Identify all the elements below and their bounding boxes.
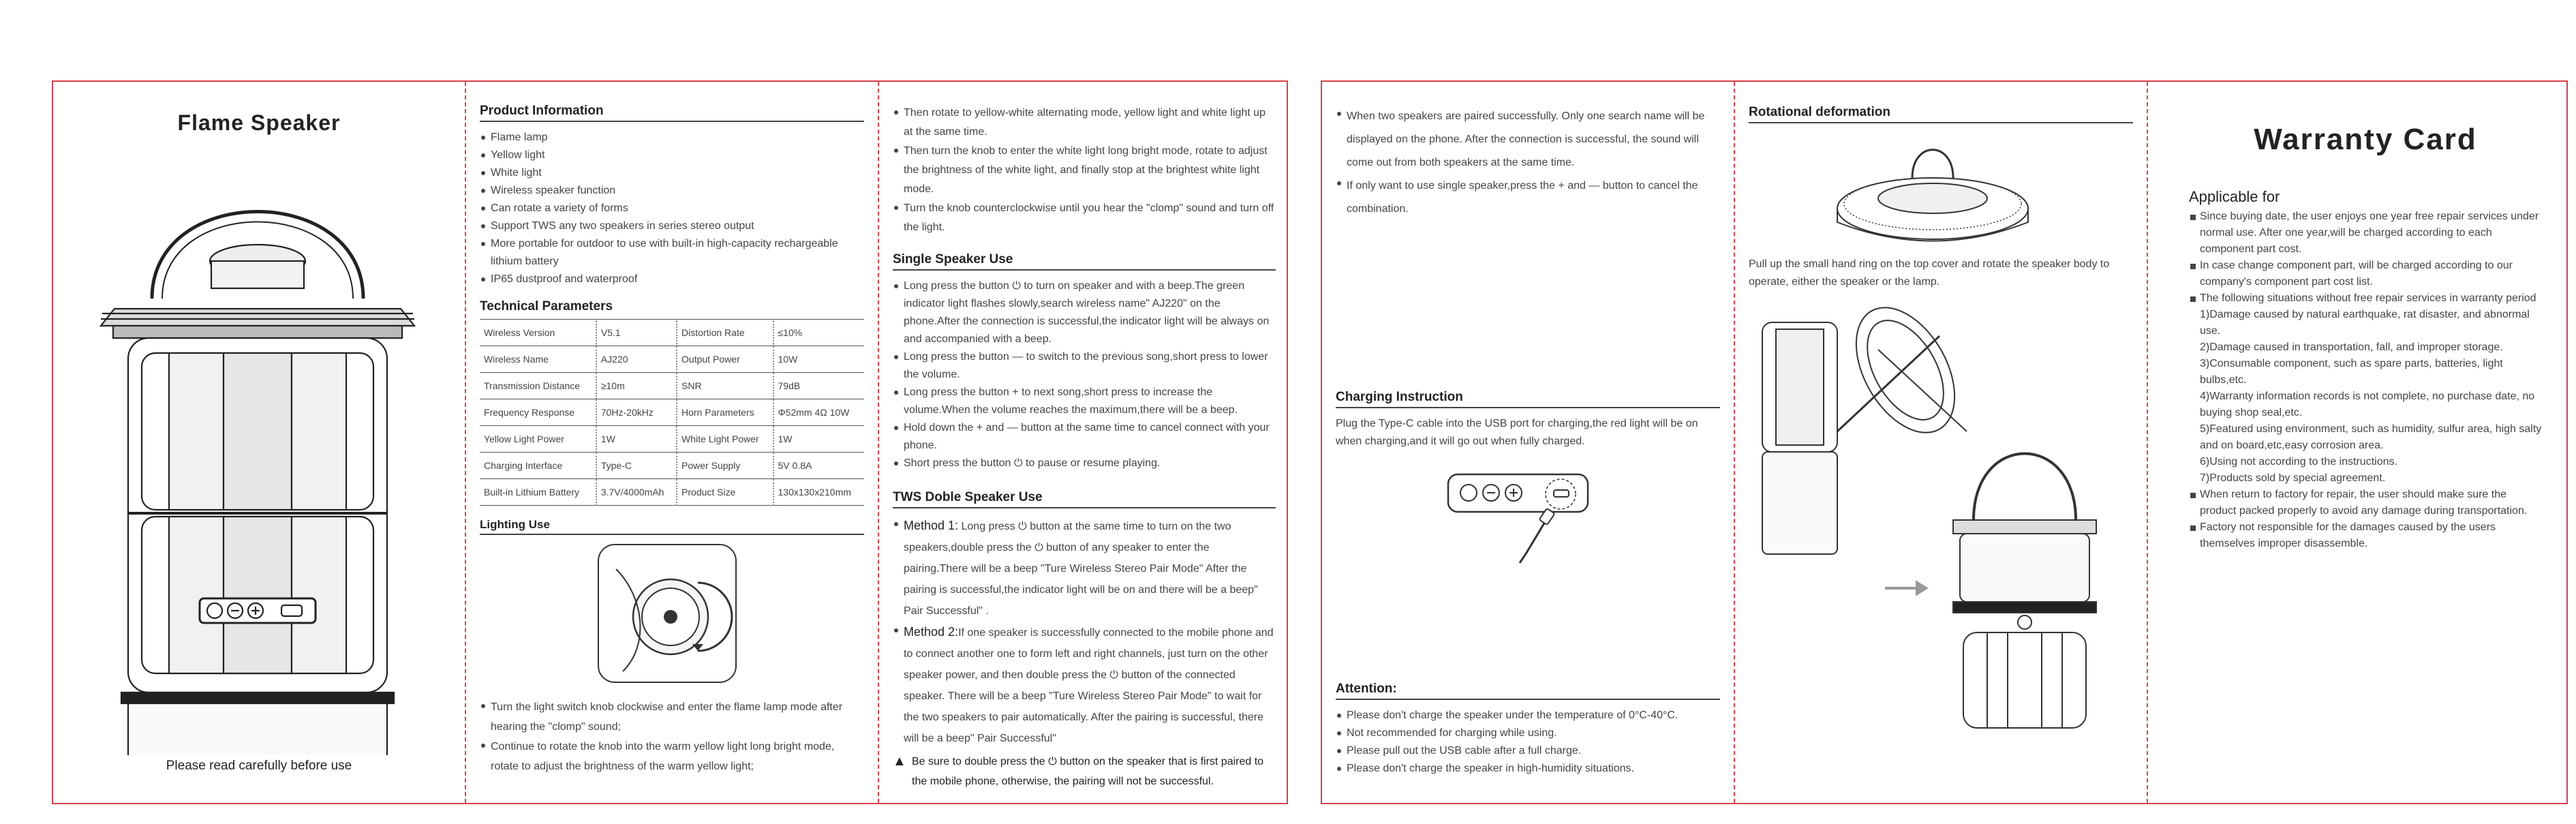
param-name: Horn Parameters (677, 399, 773, 426)
param-value: 79dB (773, 373, 865, 399)
tws-use-list (893, 515, 1276, 749)
list-item (893, 622, 1276, 749)
product-info-heading: Product Information (480, 104, 864, 122)
list-item: Then rotate to yellow-white alternating mode, yellow light and white light up at the same time. (893, 104, 1276, 142)
param-value: 3.7V/4000mAh (596, 479, 677, 506)
list-item: 2)Damage caused in transportation, fall, and improper storage. (2200, 341, 2503, 353)
param-name: Built-in Lithium Battery (480, 479, 596, 506)
list-item: Yellow light (480, 147, 864, 164)
method2-label: Method 2: (904, 625, 959, 639)
list-item: Please don't charge the speaker under the temperature of 0°C-40°C. (1336, 707, 1720, 724)
list-item: Factory not responsible for the damages caused by the users themselves improper disassemble. (2189, 519, 2542, 552)
lid-illustration (1749, 130, 2133, 253)
param-name: Yellow Light Power (480, 426, 596, 453)
list-item: When return to factory for repair, the user should make sure the product packed properly to avoid any damage during transportation. (2189, 487, 2542, 519)
param-name: White Light Power (677, 426, 773, 453)
list-item: Turn the knob counterclockwise until you hear the "clomp" sound and turn off the light. (893, 199, 1276, 237)
list-item: More portable for outdoor to use with built-in high-capacity rechargeable lithium battery (480, 235, 864, 271)
table-row (480, 426, 864, 453)
list-item: The following situations without free repair services in warranty period (2189, 290, 2542, 307)
param-value: ≤10% (773, 320, 865, 346)
param-value: 5V 0.8A (773, 453, 865, 479)
info-panel (466, 82, 878, 803)
param-name: Frequency Response (480, 399, 596, 426)
single-use-list (893, 277, 1276, 472)
list-item: Flame lamp (480, 129, 864, 147)
lighting-use-list (480, 697, 864, 776)
cover-panel (53, 82, 465, 803)
list-item: Long press the button ⏻ to turn on speaker and with a beep.The green indicator light flashes slowly,search wireless name" AJ220" on the phone.After the connection is successful,the indicator light will be always on and accompanied with a beep. (893, 277, 1276, 348)
list-item: Wireless speaker function (480, 182, 864, 200)
param-value: V5.1 (596, 320, 677, 346)
param-value: 1W (773, 426, 865, 453)
table-row (480, 479, 864, 506)
flame-speaker-illustration (53, 169, 465, 755)
manual-sheet-front (52, 80, 1288, 804)
list-item: Then turn the knob to enter the white light long bright mode, rotate to adjust the brightness of the white light, and finally stop at the brightest white light mode. (893, 142, 1276, 199)
param-name: Output Power (677, 346, 773, 373)
cover-footer: Please read carefully before use (166, 759, 352, 773)
usage-panel (879, 82, 1289, 803)
param-value: 70Hz-20kHz (596, 399, 677, 426)
charging-illustration (1445, 464, 1595, 566)
attention-list (1336, 707, 1720, 778)
param-name: Charging Interface (480, 453, 596, 479)
list-item: Please don't charge the speaker in high-humidity situations. (1336, 760, 1720, 778)
pairing-warning (893, 752, 1276, 791)
list-item: 1)Damage caused by natural earthquake, rat disaster, and abnormal use. (2200, 309, 2530, 337)
method1-text: Long press ⏻ button at the same time to turn on the two speakers,double press the ⏻ button of any speaker to enter the pairing.There will be a beep "Ture Wireless Stereo Pair Mode" After the pairing is successful,the indicator light will be on and there will be a beep" Pair Successful" . (904, 521, 1258, 617)
rotation-illustration (1749, 295, 2133, 731)
rotational-heading: Rotational deformation (1749, 105, 2133, 123)
list-item: When two speakers are paired successfully. Only one search name will be displayed on the phone. After the connection is successful, the sound will come out from both speakers at the same time. (1336, 105, 1720, 174)
param-value: 130x130x210mm (773, 479, 865, 506)
table-row (480, 373, 864, 399)
list-item: 3)Consumable component, such as spare parts, batteries, light bulbs,etc. (2200, 358, 2503, 386)
param-value: Type-C (596, 453, 677, 479)
warranty-panel (2148, 82, 2566, 803)
list-item: White light (480, 164, 864, 182)
charging-section (1336, 390, 1720, 566)
param-value: ≥10m (596, 373, 677, 399)
table-row (480, 399, 864, 426)
knob-illustration (596, 542, 739, 685)
list-item (893, 515, 1276, 622)
charging-text: Plug the Type-C cable into the USB port for charging,the red light will be on when charging,and it will go out when fully charged. (1336, 418, 1698, 447)
method1-label: Method 1: (904, 519, 959, 532)
param-value: 10W (773, 346, 865, 373)
param-name: Wireless Version (480, 320, 596, 346)
cover-title: Flame Speaker (177, 110, 341, 135)
list-item: 6)Using not according to the instructions. (2200, 456, 2397, 468)
warranty-title: Warranty Card (2254, 123, 2477, 156)
list-item: In case change component part, will be charged according to our company's component part cost list. (2189, 258, 2542, 290)
method2-text: If one speaker is successfully connected to the mobile phone and to connect another one to form left and right channels, just turn on the other speaker power, and then double press the ⏻ button of the connected speaker. There will be a beep "Ture Wireless Stereo Pair Mode" to wait for the two speakers to pair automatically. After the pairing is successful, there will be a beep" Pair Successful" (904, 627, 1274, 744)
list-item: Not recommended for charging while using. (1336, 724, 1720, 742)
attention-section (1336, 682, 1720, 778)
param-name: Wireless Name (480, 346, 596, 373)
list-item: Since buying date, the user enjoys one year free repair services under normal use. After one year,will be charged according to each component part cost. (2189, 209, 2542, 258)
param-value: Φ52mm 4Ω 10W (773, 399, 865, 426)
list-item: 5)Featured using environment, such as humidity, sulfur area, high salty and on board,etc,easy corrosion area. (2200, 423, 2542, 451)
param-value: AJ220 (596, 346, 677, 373)
param-name: Product Size (677, 479, 773, 506)
list-item: Can rotate a variety of forms (480, 200, 864, 217)
table-row (480, 320, 864, 346)
charging-panel (1322, 82, 1734, 803)
single-use-heading: Single Speaker Use (893, 252, 1276, 271)
list-item: 4)Warranty information records is not complete, no purchase date, no buying shop seal,etc. (2200, 391, 2535, 418)
manual-sheet-back (1321, 80, 2568, 804)
tws-use-heading: TWS Doble Speaker Use (893, 490, 1276, 508)
param-value: 1W (596, 426, 677, 453)
charging-heading: Charging Instruction (1336, 390, 1720, 408)
list-item: Long press the button — to switch to the previous song,short press to lower the volume. (893, 348, 1276, 384)
tech-params-heading: Technical Parameters (480, 299, 613, 314)
list-item: IP65 dustproof and waterproof (480, 271, 864, 288)
lighting-use-heading: Lighting Use (480, 518, 864, 535)
tws-cont-list (1336, 105, 1720, 221)
param-name: Transmission Distance (480, 373, 596, 399)
param-name: Distortion Rate (677, 320, 773, 346)
list-item: Short press the button ⏻ to pause or resume playing. (893, 455, 1276, 472)
list-item: Continue to rotate the knob into the warm yellow light long bright mode, rotate to adjust the brightness of the warm yellow light; (480, 737, 864, 776)
warning-text: Be sure to double press the ⏻ button on the speaker that is first paired to the mobile phone, otherwise, the pairing will not be successful. (912, 756, 1264, 787)
warning-icon: ▲ (893, 754, 906, 769)
list-item: If only want to use single speaker,press the + and — button to cancel the combination. (1336, 174, 1720, 221)
product-info-list (480, 129, 864, 288)
rotational-text: Pull up the small hand ring on the top cover and rotate the speaker body to operate, either the speaker or the lamp. (1749, 258, 2110, 288)
list-item: Turn the light switch knob clockwise and enter the flame lamp mode after hearing the "clomp" sound; (480, 697, 864, 737)
applicable-heading: Applicable for (2189, 188, 2280, 205)
param-name: SNR (677, 373, 773, 399)
list-item: Support TWS any two speakers in series stereo output (480, 217, 864, 235)
param-name: Power Supply (677, 453, 773, 479)
table-row (480, 346, 864, 373)
lighting-cont-list (893, 104, 1276, 237)
attention-heading: Attention: (1336, 682, 1720, 700)
list-item: 7)Products sold by special agreement. (2200, 472, 2386, 484)
table-row (480, 453, 864, 479)
list-item: Hold down the + and — button at the same time to cancel connect with your phone. (893, 419, 1276, 455)
warranty-list (2189, 209, 2542, 552)
rotation-panel (1735, 82, 2147, 803)
tech-params-table (480, 319, 864, 506)
list-item: Please pull out the USB cable after a full charge. (1336, 742, 1720, 760)
list-item: Long press the button + to next song,short press to increase the volume.When the volume reaches the maximum,there will be a beep. (893, 384, 1276, 419)
